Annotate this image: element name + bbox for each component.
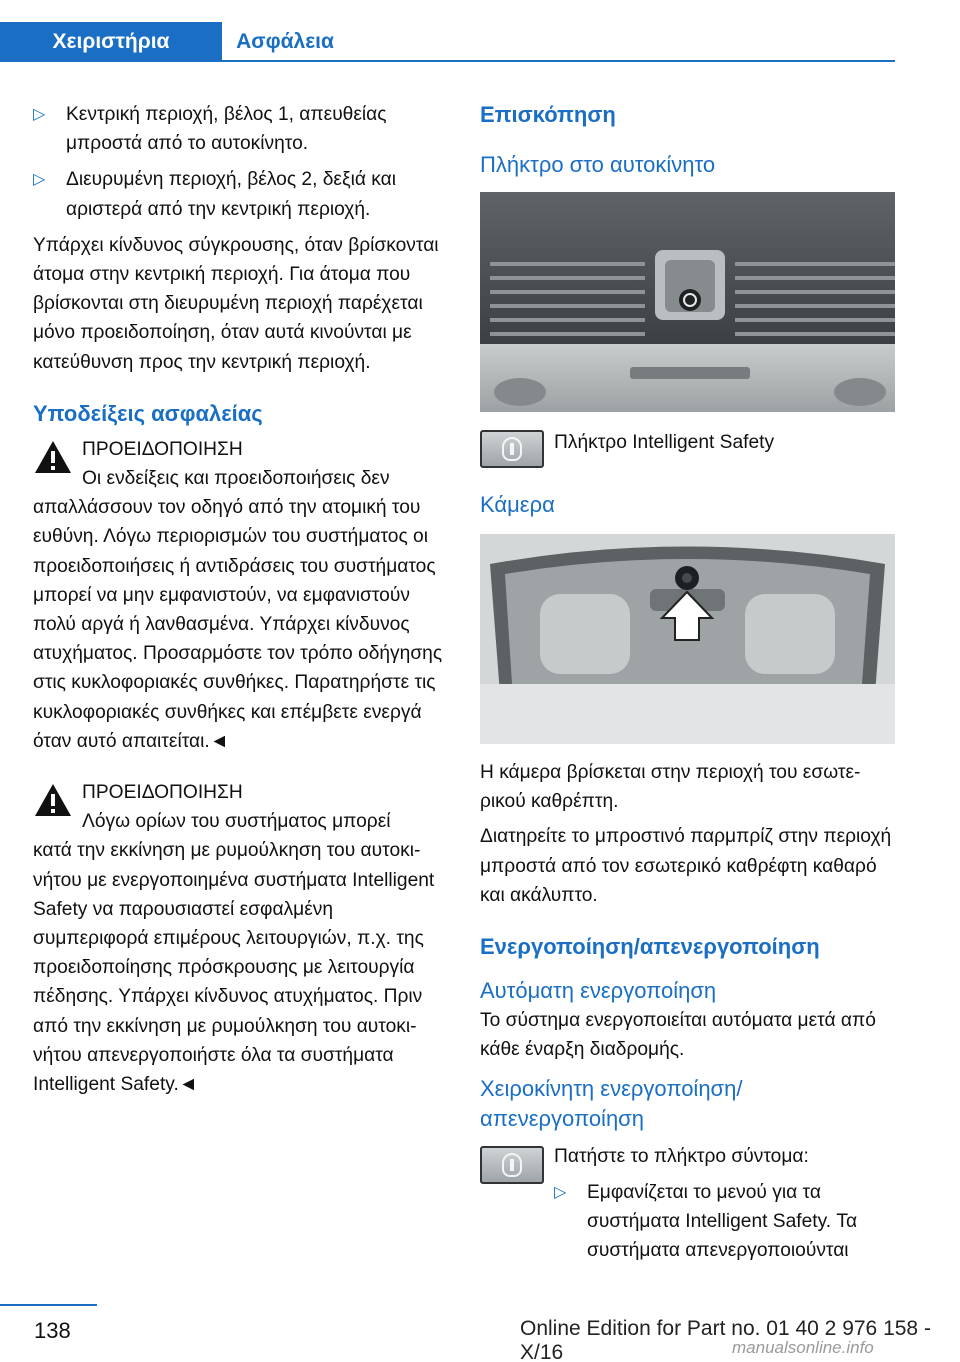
warning-title: ΠΡΟΕΙΔΟΠΟΙΗΣΗ <box>82 782 243 804</box>
list-item <box>554 1178 895 1266</box>
list-item-text: Κεντρική περιοχή, βέλος 1, απευθείας μπροστά από το αυτοκίνητο. <box>66 104 387 155</box>
header-tabs <box>0 22 895 62</box>
warning-block <box>33 435 445 756</box>
watermark: manualsonline.info <box>732 1338 874 1357</box>
camera-care-paragraph: Διατηρείτε το μπροστινό παρμπρίζ στην περιοχή μπροστά από τον εσωτερικό καθρέφτη καθαρό και ακάλυπτο. <box>480 826 892 906</box>
safety-heading: Υποδείξεις ασφαλείας <box>33 400 263 426</box>
list-item <box>33 100 445 158</box>
triangle-bullet-icon: ▷ <box>33 106 46 123</box>
camera-location-paragraph: Η κάμερα βρίσκεται στην περιοχή του εσωτερικού καθρέπτη. <box>480 762 861 813</box>
intelligent-safety-button-icon <box>480 430 544 468</box>
manual-paragraph: Πατήστε το πλήκτρο σύντομα: <box>554 1146 809 1168</box>
warning-triangle-icon <box>33 782 73 818</box>
windshield-camera-image <box>480 534 895 744</box>
dashboard-button-image <box>480 192 895 412</box>
footer-divider <box>0 1304 97 1306</box>
intelligent-safety-button-icon <box>480 1146 544 1184</box>
collision-paragraph: Υπάρχει κίνδυνος σύγκρουσης, όταν βρίσκονται άτομα στην κεντρική περιοχή. Για άτομα που βρίσκονται στη διευρυμένη περιοχή παρέχεται μόνο προειδοποίηση, όταν αυτά κινούνται με κατεύθυνση προς την κεντρική περιοχή. <box>33 234 439 373</box>
right-column <box>480 100 895 1272</box>
header-divider <box>0 60 895 62</box>
warning-text: απαλλάσσουν τον οδηγό από την ατομική του ευθύνη. Λόγω περιορισμών του συστήματος οι προειδοποιήσεις ή αντιδράσεις του συστήματος μπορεί να μην εμφανιστούν, να εμφανιστούν πολύ αργά ή λανθασμένα. Υπάρχει κίνδυνος ατυχήματος. Προσαρμόστε τον τρόπο οδήγησης στις κυκλοφοριακές συνθήκες. Παρατηρήστε τις κυκλοφοριακές συνθήκες και επέμβετε ενεργά όταν αυτό απαιτείται.◄ <box>33 497 443 752</box>
triangle-bullet-icon: ▷ <box>554 1183 567 1201</box>
list-item-text: Διευρυμένη περιοχή, βέλος 2, δεξιά και αριστερά από την κεντρική περιοχή. <box>66 169 396 220</box>
manual-row <box>480 1142 895 1265</box>
camera-heading: Κάμερα <box>480 492 555 517</box>
warning-title: ΠΡΟΕΙΔΟΠΟΙΗΣΗ <box>82 438 243 460</box>
list-item-text: Εμφανίζεται το μενού για τα συστήματα Intelligent Safety. Τα συστήματα απενεργοποιούνται <box>587 1181 858 1262</box>
button-caption-row <box>480 428 895 482</box>
auto-paragraph: Το σύστημα ενεργοποιείται αυτόματα μετά από κάθε έναρξη διαδρομής. <box>480 1010 876 1061</box>
manual-heading: Χειροκίνητη ενεργοποίηση/ απενεργοποίηση <box>480 1076 743 1132</box>
warning-text-first: Οι ενδείξεις και προειδοποιήσεις δεν <box>82 468 390 490</box>
warning-block <box>33 778 445 1099</box>
overview-heading: Επισκόπηση <box>480 102 616 127</box>
left-column <box>33 100 445 1099</box>
camera-photo <box>480 534 895 744</box>
warning-text: κατά την εκκίνηση με ρυμούλκηση του αυτοκινήτου με ενεργοποιημένα συστήματα Intelligent Safety να παρουσιαστεί εσφαλμένη συμπεριφορά επιμέρους λειτουργιών, π.χ. της προειδοποίησης πρόσκρουσης με λειτουργία πέδησης. Υπάρχει κίνδυνος ατυχήματος. Πριν από την εκκίνηση με ρυμούλκηση του αυτοκινήτου απενεργοποιήστε όλα τα συστήματα Intelligent Safety.◄ <box>33 840 435 1096</box>
triangle-bullet-icon: ▷ <box>33 171 46 189</box>
list-item <box>33 165 445 223</box>
button-heading: Πλήκτρο στο αυτοκίνητο <box>480 152 716 177</box>
warning-text-first: Λόγω ορίων του συστήματος μπορεί <box>82 811 391 833</box>
button-caption: Πλήκτρο Intelligent Safety <box>554 432 775 453</box>
edition-text: Online Edition for Part no. 01 40 2 976 158 - X/16 <box>520 1317 931 1362</box>
page-number: 138 <box>34 1318 71 1343</box>
tab-controls[interactable]: Χειριστήρια <box>0 22 222 62</box>
warning-triangle-icon <box>33 439 73 475</box>
button-photo <box>480 192 895 412</box>
auto-heading: Αυτόματη ενεργοποίηση <box>480 978 717 1004</box>
tab-safety[interactable]: Ασφάλεια <box>236 30 334 53</box>
toggle-heading: Ενεργοποίηση/απενεργοποίηση <box>480 934 820 960</box>
